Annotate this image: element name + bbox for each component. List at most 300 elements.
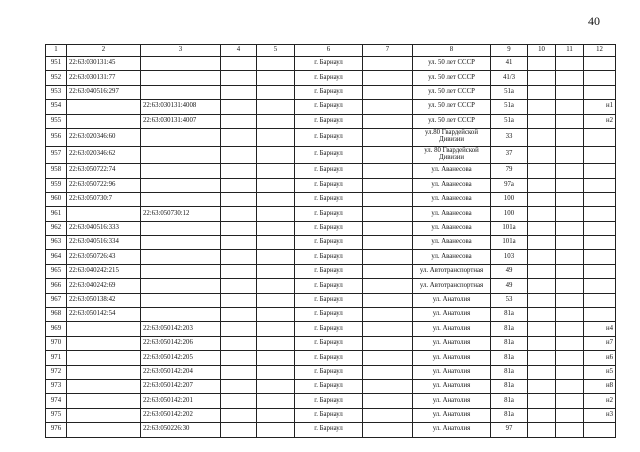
room-cell: н2	[584, 114, 616, 128]
city-cell: г. Барнаул	[295, 365, 363, 379]
empty-cell	[556, 128, 584, 146]
empty-cell	[221, 423, 257, 437]
street-cell: ул. Анатолия	[413, 336, 491, 350]
street-cell: ул. Аванесова	[413, 164, 491, 178]
table-row	[46, 351, 616, 365]
room-cell	[584, 264, 616, 278]
street-cell: ул. Анатолия	[413, 423, 491, 437]
room-cell	[584, 221, 616, 235]
empty-cell	[556, 85, 584, 99]
empty-cell	[556, 236, 584, 250]
empty-cell	[257, 100, 295, 114]
street-cell: ул. Автотранспортная	[413, 279, 491, 293]
table-row	[46, 192, 616, 206]
empty-cell	[221, 293, 257, 307]
room-cell: н7	[584, 336, 616, 350]
city-cell: г. Барнаул	[295, 57, 363, 71]
column-header: 3	[141, 45, 221, 57]
building-cadastral-cell	[141, 236, 221, 250]
empty-cell	[363, 221, 413, 235]
building-cadastral-cell	[141, 71, 221, 85]
empty-cell	[556, 293, 584, 307]
row-number: 964	[46, 250, 67, 264]
street-cell: ул. Анатолия	[413, 365, 491, 379]
row-number: 958	[46, 164, 67, 178]
cadastral-number-cell	[67, 100, 141, 114]
room-cell	[584, 192, 616, 206]
empty-cell	[556, 394, 584, 408]
house-number-cell: 41/3	[491, 71, 528, 85]
empty-cell	[528, 394, 556, 408]
cadastral-number-cell	[67, 423, 141, 437]
empty-cell	[363, 380, 413, 394]
empty-cell	[528, 423, 556, 437]
building-cadastral-cell	[141, 250, 221, 264]
empty-cell	[528, 351, 556, 365]
cadastral-number-cell: 22:63:050722:96	[67, 178, 141, 192]
empty-cell	[528, 336, 556, 350]
empty-cell	[257, 408, 295, 422]
row-number: 966	[46, 279, 67, 293]
empty-cell	[528, 236, 556, 250]
house-number-cell: 81а	[491, 394, 528, 408]
street-cell: ул. 50 лет СССР	[413, 57, 491, 71]
empty-cell	[556, 207, 584, 221]
cadastral-number-cell: 22:63:050142:54	[67, 308, 141, 322]
street-cell: ул. Анатолия	[413, 351, 491, 365]
city-cell: г. Барнаул	[295, 408, 363, 422]
table-row	[46, 293, 616, 307]
city-cell: г. Барнаул	[295, 308, 363, 322]
empty-cell	[556, 250, 584, 264]
empty-cell	[363, 308, 413, 322]
row-number: 973	[46, 380, 67, 394]
empty-cell	[556, 146, 584, 164]
building-cadastral-cell	[141, 85, 221, 99]
table-row	[46, 264, 616, 278]
empty-cell	[257, 264, 295, 278]
empty-cell	[528, 293, 556, 307]
empty-cell	[363, 351, 413, 365]
house-number-cell: 97а	[491, 178, 528, 192]
empty-cell	[556, 308, 584, 322]
table-row	[46, 365, 616, 379]
row-number: 963	[46, 236, 67, 250]
room-cell	[584, 71, 616, 85]
building-cadastral-cell	[141, 293, 221, 307]
empty-cell	[363, 293, 413, 307]
column-header: 12	[584, 45, 616, 57]
building-cadastral-cell: 22:63:050142:204	[141, 365, 221, 379]
row-number: 955	[46, 114, 67, 128]
empty-cell	[221, 57, 257, 71]
city-cell: г. Барнаул	[295, 164, 363, 178]
building-cadastral-cell	[141, 57, 221, 71]
room-cell	[584, 128, 616, 146]
building-cadastral-cell	[141, 178, 221, 192]
table-row	[46, 322, 616, 336]
building-cadastral-cell	[141, 146, 221, 164]
column-header: 11	[556, 45, 584, 57]
empty-cell	[221, 221, 257, 235]
empty-cell	[363, 57, 413, 71]
column-header: 2	[67, 45, 141, 57]
room-cell: н3	[584, 408, 616, 422]
city-cell: г. Барнаул	[295, 100, 363, 114]
empty-cell	[257, 221, 295, 235]
street-cell: ул. Аванесова	[413, 178, 491, 192]
empty-cell	[363, 100, 413, 114]
empty-cell	[528, 128, 556, 146]
empty-cell	[528, 365, 556, 379]
cadastral-number-cell: 22:63:020346:62	[67, 146, 141, 164]
city-cell: г. Барнаул	[295, 178, 363, 192]
cadastral-number-cell: 22:63:050722:74	[67, 164, 141, 178]
empty-cell	[257, 192, 295, 206]
building-cadastral-cell	[141, 221, 221, 235]
empty-cell	[221, 85, 257, 99]
table-row	[46, 114, 616, 128]
street-cell: ул. 50 лет СССР	[413, 85, 491, 99]
cadastral-number-cell: 22:63:050730:7	[67, 192, 141, 206]
street-cell: ул. Аванесова	[413, 192, 491, 206]
table-row	[46, 380, 616, 394]
empty-cell	[363, 128, 413, 146]
house-number-cell: 49	[491, 264, 528, 278]
row-number: 971	[46, 351, 67, 365]
cadastral-number-cell: 22:63:030131:77	[67, 71, 141, 85]
house-number-cell: 51а	[491, 85, 528, 99]
table-row	[46, 236, 616, 250]
empty-cell	[363, 146, 413, 164]
empty-cell	[528, 71, 556, 85]
house-number-cell: 100	[491, 192, 528, 206]
empty-cell	[257, 423, 295, 437]
house-number-cell: 41	[491, 57, 528, 71]
street-cell: ул. Анатолия	[413, 394, 491, 408]
empty-cell	[528, 146, 556, 164]
house-number-cell: 101а	[491, 236, 528, 250]
row-number: 960	[46, 192, 67, 206]
empty-cell	[257, 336, 295, 350]
row-number: 969	[46, 322, 67, 336]
column-header: 10	[528, 45, 556, 57]
empty-cell	[556, 423, 584, 437]
empty-cell	[363, 114, 413, 128]
empty-cell	[363, 178, 413, 192]
room-cell: н1	[584, 100, 616, 114]
empty-cell	[556, 178, 584, 192]
table-row	[46, 408, 616, 422]
empty-cell	[257, 146, 295, 164]
empty-cell	[556, 164, 584, 178]
city-cell: г. Барнаул	[295, 336, 363, 350]
cadastral-number-cell	[67, 365, 141, 379]
room-cell: н2	[584, 394, 616, 408]
empty-cell	[556, 322, 584, 336]
empty-cell	[528, 408, 556, 422]
street-cell: ул. Анатолия	[413, 308, 491, 322]
row-number: 956	[46, 128, 67, 146]
room-cell: н5	[584, 365, 616, 379]
empty-cell	[528, 85, 556, 99]
room-cell: н4	[584, 322, 616, 336]
empty-cell	[257, 394, 295, 408]
table-row	[46, 221, 616, 235]
empty-cell	[221, 322, 257, 336]
room-cell	[584, 207, 616, 221]
city-cell: г. Барнаул	[295, 394, 363, 408]
street-cell: ул. 50 лет СССР	[413, 114, 491, 128]
empty-cell	[363, 394, 413, 408]
city-cell: г. Барнаул	[295, 221, 363, 235]
street-cell: ул. 80 Гвардейской Дивизии	[413, 146, 491, 164]
empty-cell	[257, 128, 295, 146]
empty-cell	[363, 207, 413, 221]
street-cell: ул. Аванесова	[413, 207, 491, 221]
building-cadastral-cell: 22:63:050142:206	[141, 336, 221, 350]
room-cell	[584, 423, 616, 437]
street-cell: ул. 50 лет СССР	[413, 100, 491, 114]
empty-cell	[363, 85, 413, 99]
building-cadastral-cell: 22:63:030131:4008	[141, 100, 221, 114]
empty-cell	[221, 114, 257, 128]
table-row	[46, 207, 616, 221]
house-number-cell: 81а	[491, 336, 528, 350]
empty-cell	[221, 71, 257, 85]
empty-cell	[221, 100, 257, 114]
city-cell: г. Барнаул	[295, 293, 363, 307]
street-cell: ул. 50 лет СССР	[413, 71, 491, 85]
empty-cell	[363, 279, 413, 293]
house-number-cell: 79	[491, 164, 528, 178]
empty-cell	[363, 250, 413, 264]
empty-cell	[221, 264, 257, 278]
empty-cell	[363, 236, 413, 250]
table-row	[46, 57, 616, 71]
cadastral-number-cell	[67, 336, 141, 350]
empty-cell	[556, 221, 584, 235]
row-number: 974	[46, 394, 67, 408]
empty-cell	[221, 236, 257, 250]
room-cell	[584, 164, 616, 178]
house-number-cell: 81а	[491, 322, 528, 336]
building-cadastral-cell	[141, 279, 221, 293]
room-cell	[584, 293, 616, 307]
house-number-cell: 81а	[491, 308, 528, 322]
empty-cell	[221, 164, 257, 178]
empty-cell	[257, 279, 295, 293]
city-cell: г. Барнаул	[295, 128, 363, 146]
empty-cell	[528, 114, 556, 128]
city-cell: г. Барнаул	[295, 351, 363, 365]
room-cell: н6	[584, 351, 616, 365]
empty-cell	[528, 100, 556, 114]
empty-cell	[363, 71, 413, 85]
empty-cell	[556, 100, 584, 114]
cadastral-number-cell	[67, 322, 141, 336]
empty-cell	[257, 57, 295, 71]
city-cell: г. Барнаул	[295, 423, 363, 437]
empty-cell	[363, 365, 413, 379]
table-row	[46, 394, 616, 408]
cadastral-number-cell: 22:63:050138:42	[67, 293, 141, 307]
building-cadastral-cell: 22:63:050730:12	[141, 207, 221, 221]
empty-cell	[257, 250, 295, 264]
city-cell: г. Барнаул	[295, 146, 363, 164]
cadastral-number-cell	[67, 394, 141, 408]
room-cell	[584, 236, 616, 250]
city-cell: г. Барнаул	[295, 85, 363, 99]
row-number: 954	[46, 100, 67, 114]
empty-cell	[221, 279, 257, 293]
cadastral-number-cell: 22:63:040516:334	[67, 236, 141, 250]
house-number-cell: 33	[491, 128, 528, 146]
empty-cell	[221, 351, 257, 365]
empty-cell	[528, 322, 556, 336]
cadastral-number-cell: 22:63:040242:215	[67, 264, 141, 278]
building-cadastral-cell	[141, 264, 221, 278]
empty-cell	[257, 71, 295, 85]
column-header: 5	[257, 45, 295, 57]
empty-cell	[528, 264, 556, 278]
room-cell: н8	[584, 380, 616, 394]
empty-cell	[556, 71, 584, 85]
empty-cell	[528, 192, 556, 206]
row-number: 970	[46, 336, 67, 350]
table-row	[46, 85, 616, 99]
empty-cell	[363, 408, 413, 422]
empty-cell	[528, 207, 556, 221]
building-cadastral-cell: 22:63:050142:207	[141, 380, 221, 394]
room-cell	[584, 85, 616, 99]
city-cell: г. Барнаул	[295, 71, 363, 85]
house-number-cell: 51а	[491, 114, 528, 128]
house-number-cell: 103	[491, 250, 528, 264]
street-cell: ул. Аванесова	[413, 250, 491, 264]
house-number-cell: 100	[491, 207, 528, 221]
empty-cell	[556, 336, 584, 350]
empty-cell	[363, 423, 413, 437]
table-row	[46, 128, 616, 146]
house-number-cell: 81а	[491, 351, 528, 365]
empty-cell	[528, 221, 556, 235]
cadastral-number-cell	[67, 114, 141, 128]
building-cadastral-cell: 22:63:050142:201	[141, 394, 221, 408]
empty-cell	[257, 164, 295, 178]
empty-cell	[556, 57, 584, 71]
row-number: 976	[46, 423, 67, 437]
room-cell	[584, 308, 616, 322]
empty-cell	[528, 279, 556, 293]
city-cell: г. Барнаул	[295, 207, 363, 221]
street-cell: ул. Анатолия	[413, 380, 491, 394]
table-row	[46, 250, 616, 264]
room-cell	[584, 57, 616, 71]
row-number: 959	[46, 178, 67, 192]
cadastral-number-cell: 22:63:050726:43	[67, 250, 141, 264]
building-cadastral-cell: 22:63:050142:202	[141, 408, 221, 422]
table-row	[46, 336, 616, 350]
empty-cell	[221, 380, 257, 394]
empty-cell	[528, 308, 556, 322]
empty-cell	[221, 365, 257, 379]
table-row	[46, 100, 616, 114]
column-header: 1	[46, 45, 67, 57]
house-number-cell: 81а	[491, 380, 528, 394]
empty-cell	[257, 308, 295, 322]
empty-cell	[221, 192, 257, 206]
cadastral-number-cell	[67, 351, 141, 365]
room-cell	[584, 146, 616, 164]
house-number-cell: 53	[491, 293, 528, 307]
cadastral-number-cell: 22:63:020346:60	[67, 128, 141, 146]
table-row	[46, 146, 616, 164]
empty-cell	[556, 192, 584, 206]
building-cadastral-cell	[141, 308, 221, 322]
city-cell: г. Барнаул	[295, 250, 363, 264]
empty-cell	[257, 85, 295, 99]
row-number: 972	[46, 365, 67, 379]
empty-cell	[556, 408, 584, 422]
city-cell: г. Барнаул	[295, 114, 363, 128]
empty-cell	[221, 128, 257, 146]
table-row	[46, 279, 616, 293]
empty-cell	[556, 264, 584, 278]
empty-cell	[363, 336, 413, 350]
empty-cell	[528, 380, 556, 394]
street-cell: ул. Анатолия	[413, 322, 491, 336]
building-cadastral-cell: 22:63:030131:4007	[141, 114, 221, 128]
empty-cell	[221, 308, 257, 322]
cadastral-number-cell: 22:63:040242:69	[67, 279, 141, 293]
empty-cell	[363, 164, 413, 178]
empty-cell	[257, 207, 295, 221]
empty-cell	[221, 250, 257, 264]
table-row	[46, 423, 616, 437]
house-number-cell: 101а	[491, 221, 528, 235]
column-header: 9	[491, 45, 528, 57]
empty-cell	[528, 250, 556, 264]
column-header: 8	[413, 45, 491, 57]
city-cell: г. Барнаул	[295, 380, 363, 394]
empty-cell	[221, 207, 257, 221]
house-number-cell: 97	[491, 423, 528, 437]
registry-table	[45, 44, 616, 438]
empty-cell	[528, 178, 556, 192]
page-number: 40	[588, 14, 600, 28]
street-cell: ул. Анатолия	[413, 408, 491, 422]
column-header: 6	[295, 45, 363, 57]
empty-cell	[556, 279, 584, 293]
row-number: 953	[46, 85, 67, 99]
city-cell: г. Барнаул	[295, 236, 363, 250]
empty-cell	[257, 236, 295, 250]
empty-cell	[221, 178, 257, 192]
row-number: 951	[46, 57, 67, 71]
empty-cell	[257, 114, 295, 128]
house-number-cell: 81а	[491, 365, 528, 379]
table-header-row	[46, 45, 616, 57]
empty-cell	[221, 336, 257, 350]
building-cadastral-cell: 22:63:050142:203	[141, 322, 221, 336]
building-cadastral-cell: 22:63:050142:205	[141, 351, 221, 365]
city-cell: г. Барнаул	[295, 192, 363, 206]
house-number-cell: 81а	[491, 408, 528, 422]
row-number: 968	[46, 308, 67, 322]
empty-cell	[528, 164, 556, 178]
cadastral-number-cell	[67, 408, 141, 422]
